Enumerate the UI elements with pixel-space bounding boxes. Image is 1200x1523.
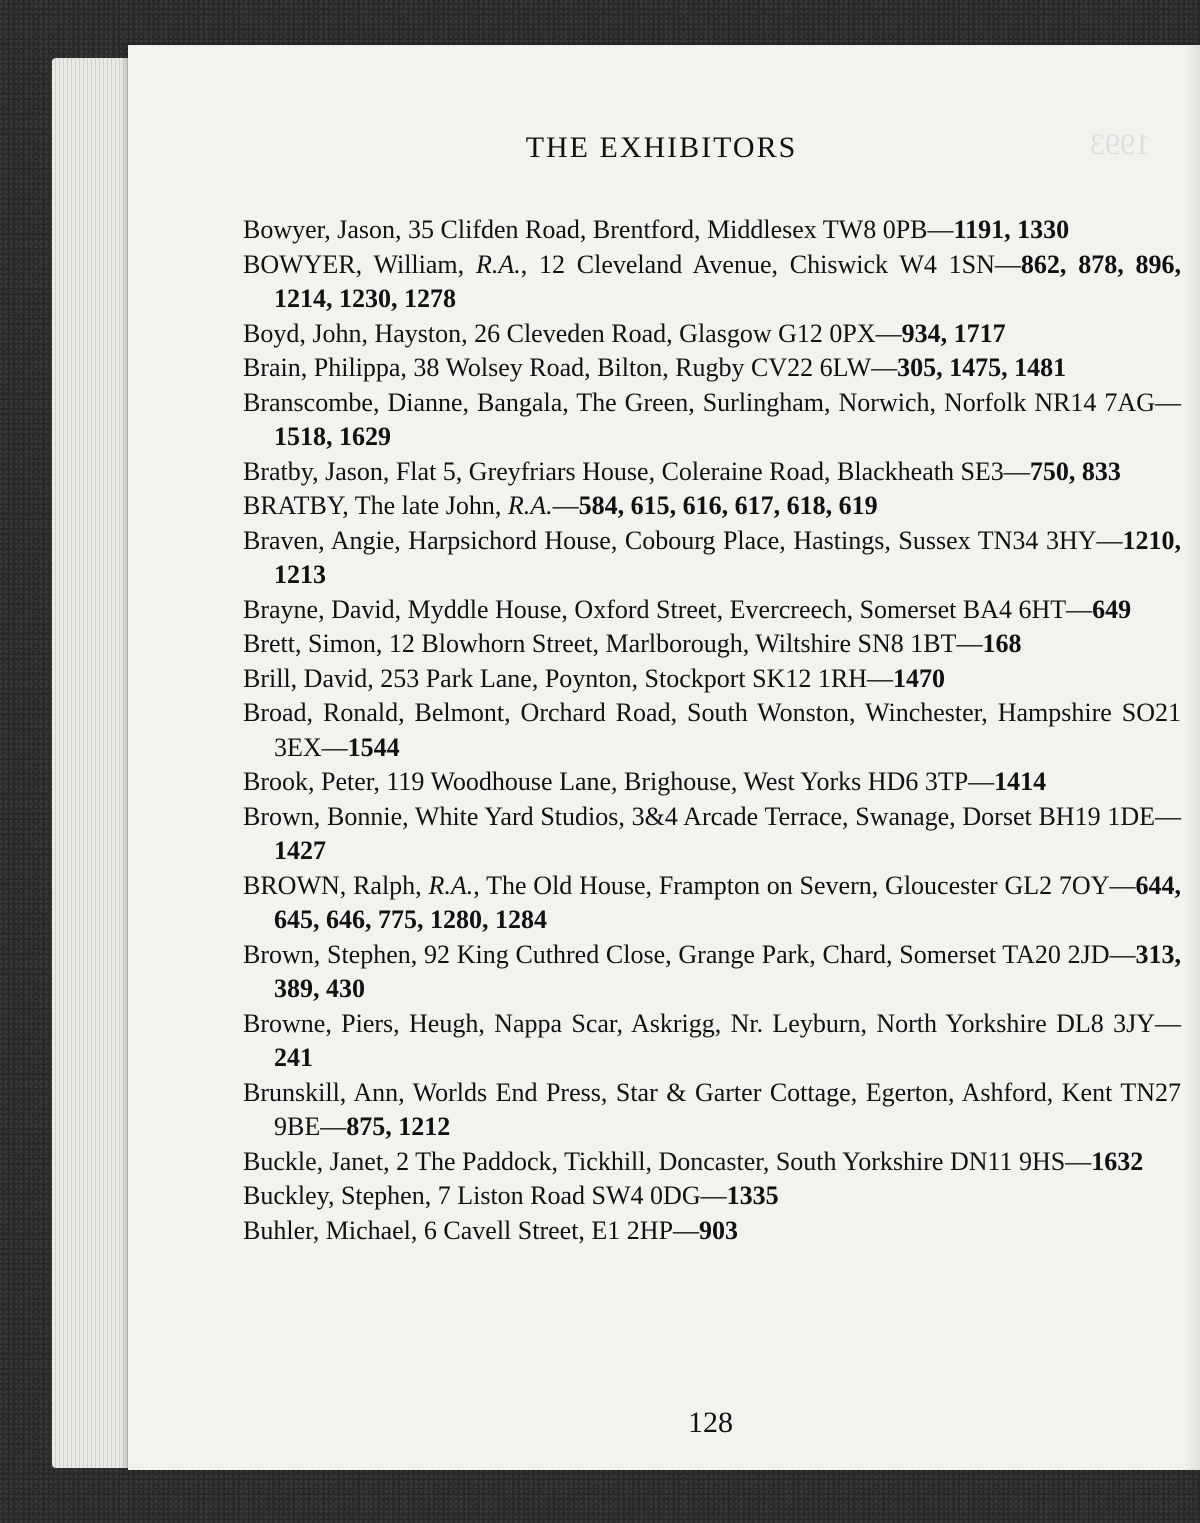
page-number: 128 <box>688 1406 733 1439</box>
list-item: Brunskill, Ann, Worlds End Press, Star & Garter Cottage, Egerton, Ashford, Kent TN27 9BE—875, 1212 <box>243 1077 1181 1141</box>
list-item: Brown, Bonnie, White Yard Studios, 3&4 Arcade Terrace, Swanage, Dorset BH19 1DE—1427 <box>243 801 1181 865</box>
list-item: BROWN, Ralph, R.A., The Old House, Frampton on Severn, Gloucester GL2 7OY—644, 645, 646, 775, 1280, 1284 <box>243 870 1181 934</box>
list-item: Broad, Ronald, Belmont, Orchard Road, South Wonston, Winchester, Hampshire SO21 3EX—1544 <box>243 698 1181 762</box>
list-item: Brill, David, 253 Park Lane, Poynton, Stockport SK12 1RH—1470 <box>243 663 945 693</box>
list-item: Brayne, David, Myddle House, Oxford Street, Evercreech, Somerset BA4 6HT—649 <box>243 594 1132 624</box>
list-item: Boyd, John, Hayston, 26 Cleveden Road, Glasgow G12 0PX—934, 1717 <box>243 318 1006 348</box>
list-item: Branscombe, Dianne, Bangala, The Green, Surlingham, Norwich, Norfolk NR14 7AG—1518, 1629 <box>243 387 1181 451</box>
page-gutter-shadow <box>1185 45 1200 1470</box>
list-item: Browne, Piers, Heugh, Nappa Scar, Askrigg, Nr. Leyburn, North Yorkshire DL8 3JY—241 <box>243 1008 1181 1072</box>
exhibitor-list <box>243 213 1181 1248</box>
list-item: BRATBY, The late John, R.A.—584, 615, 616, 617, 618, 619 <box>243 491 878 520</box>
list-item: Buckley, Stephen, 7 Liston Road SW4 0DG—1335 <box>243 1181 779 1210</box>
list-item: Brain, Philippa, 38 Wolsey Road, Bilton, Rugby CV22 6LW—305, 1475, 1481 <box>243 353 1067 382</box>
list-item: Brook, Peter, 119 Woodhouse Lane, Brighouse, West Yorks HD6 3TP—1414 <box>243 767 1047 796</box>
list-item: Braven, Angie, Harpsichord House, Cobourg Place, Hastings, Sussex TN34 3HY—1210, 1213 <box>243 525 1181 589</box>
list-item: Brown, Stephen, 92 King Cuthred Close, Grange Park, Chard, Somerset TA20 2JD—313, 389, 430 <box>243 939 1181 1003</box>
list-item: BOWYER, William, R.A., 12 Cleveland Avenue, Chiswick W4 1SN—862, 878, 896, 1214, 1230, 1278 <box>243 249 1181 313</box>
list-item: Buckle, Janet, 2 The Paddock, Tickhill, Doncaster, South Yorkshire DN11 9HS—1632 <box>243 1146 1144 1176</box>
list-item: Bowyer, Jason, 35 Clifden Road, Brentford, Middlesex TW8 0PB—1191, 1330 <box>243 215 1070 244</box>
page-title: THE EXHIBITORS <box>525 131 798 164</box>
list-item: Buhler, Michael, 6 Cavell Street, E1 2HP—903 <box>243 1215 739 1245</box>
ghost-year: 1993 <box>1090 128 1150 161</box>
list-item: Bratby, Jason, Flat 5, Greyfriars House, Coleraine Road, Blackheath SE3—750, 833 <box>243 456 1121 486</box>
list-item: Brett, Simon, 12 Blowhorn Street, Marlborough, Wiltshire SN8 1BT—168 <box>243 629 1022 658</box>
